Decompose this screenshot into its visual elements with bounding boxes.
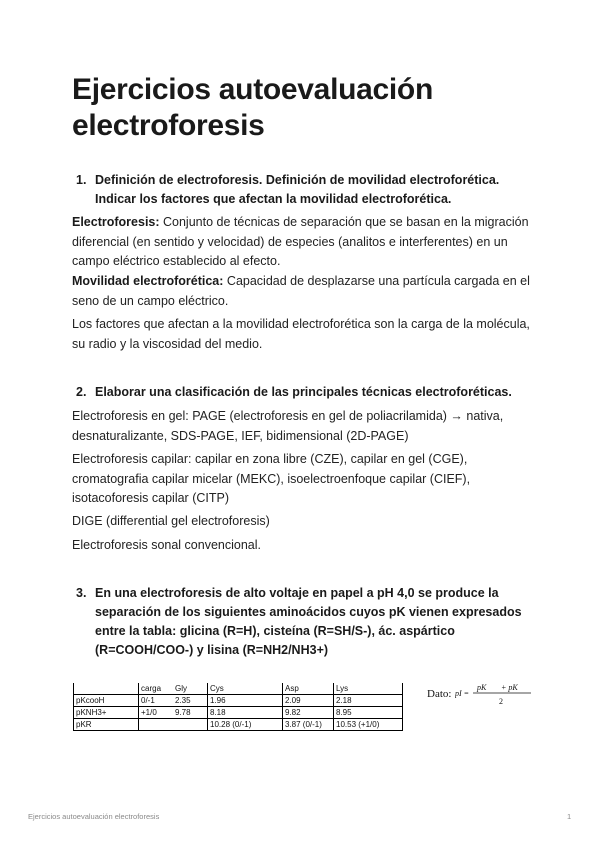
- formula-numerator-b: + pK: [501, 683, 518, 692]
- page-title: Ejercicios autoevaluación electroforesis: [72, 73, 433, 142]
- table-cell: 9.78: [173, 707, 208, 719]
- table-cell: 2.09: [283, 695, 334, 707]
- table-cell: 2.35: [173, 695, 208, 707]
- definition-movilidad: [72, 272, 532, 311]
- gel-paragraph: Electroforesis en gel: PAGE (electroforesis en gel de poliacrilamida) → nativa, desnaturalizante, SDS-PAGE, IEF, bidimensional (2D-PAGE): [72, 409, 504, 443]
- table-row: [74, 719, 403, 731]
- table-cell: 8.95: [334, 707, 403, 719]
- question-text: En una electroforesis de alto voltaje en papel a pH 4,0 se produce la separación de los siguientes aminoácidos cuyos pK vienen expresados entre la tabla: glicina (R=H), cisteína (R=SH/S-), ác. aspártico (R=COOH/COO-) y lisina (R=NH2/NH3+): [95, 586, 522, 657]
- footer-title: Ejercicios autoevaluación electroforesis: [28, 812, 160, 821]
- table-cell: [173, 719, 208, 731]
- table-row: [74, 707, 403, 719]
- table-header-row: [74, 683, 403, 695]
- question-text: Definición de electroforesis. Definición de movilidad electroforética. Indicar los factores que afectan la movilidad electroforética.: [95, 173, 500, 206]
- pk-table: [73, 683, 403, 731]
- table-header-cell: Asp: [283, 683, 334, 695]
- question-number: 3.: [76, 586, 87, 600]
- factors-paragraph: Los factores que afectan a la movilidad electroforética son la carga de la molécula, su radio y la viscosidad del medio.: [72, 317, 530, 351]
- question-3: [76, 584, 536, 660]
- formula-numerator-a: pK: [477, 683, 487, 692]
- table-cell: 9.82: [283, 707, 334, 719]
- term-definition: Capacidad de desplazarse una partícula cargada en el seno de un campo eléctrico.: [72, 274, 530, 308]
- capilar-paragraph: Electroforesis capilar: capilar en zona libre (CZE), capilar en gel (CGE), cromatografia capilar micelar (MEKC), isoelectroenfoque capilar (CIEF), isotacoforesis capilar (CITP): [72, 452, 471, 505]
- term-label: Electroforesis:: [72, 215, 160, 229]
- table-cell: pKR: [74, 719, 139, 731]
- question-2: [76, 383, 536, 402]
- formula-denominator: 2: [499, 697, 503, 706]
- table-cell: +1/0: [139, 707, 174, 719]
- term-label: Movilidad electroforética:: [72, 274, 224, 288]
- formula-lhs: pI =: [455, 689, 470, 698]
- term-definition: Conjunto de técnicas de separación que se basan en la migración diferencial (en sentido y velocidad) de especies (analitos e interferentes) en un campo eléctrico establecido al efecto.: [72, 215, 529, 268]
- table-header-cell: Cys: [208, 683, 283, 695]
- table-cell: 10.28 (0/-1): [208, 719, 283, 731]
- table-row: [74, 695, 403, 707]
- table-cell: pKNH3+: [74, 707, 139, 719]
- table-cell: 3.87 (0/-1): [283, 719, 334, 731]
- pi-formula: [455, 680, 545, 708]
- footer-page-number: 1: [567, 812, 572, 821]
- table-cell: 1.96: [208, 695, 283, 707]
- table-cell: 2.18: [334, 695, 403, 707]
- table-cell: pKcooH: [74, 695, 139, 707]
- table-header-cell: Lys: [334, 683, 403, 695]
- table-cell: 0/-1: [139, 695, 174, 707]
- dige-paragraph: DIGE (differential gel electroforesis): [72, 514, 270, 528]
- table-header-cell: Gly: [173, 683, 208, 695]
- table-header-cell: carga: [139, 683, 174, 695]
- question-text: Elaborar una clasificación de las principales técnicas electroforéticas.: [95, 385, 512, 399]
- table-cell: 8.18: [208, 707, 283, 719]
- question-number: 1.: [76, 173, 87, 187]
- sonal-paragraph: Electroforesis sonal convencional.: [72, 538, 261, 552]
- definition-electroforesis: [72, 213, 532, 272]
- table-header-cell: [74, 683, 139, 695]
- question-1: [76, 171, 536, 209]
- dato-label: Dato:: [427, 688, 452, 700]
- table-cell: 10.53 (+1/0): [334, 719, 403, 731]
- table-cell: [139, 719, 174, 731]
- question-number: 2.: [76, 385, 87, 399]
